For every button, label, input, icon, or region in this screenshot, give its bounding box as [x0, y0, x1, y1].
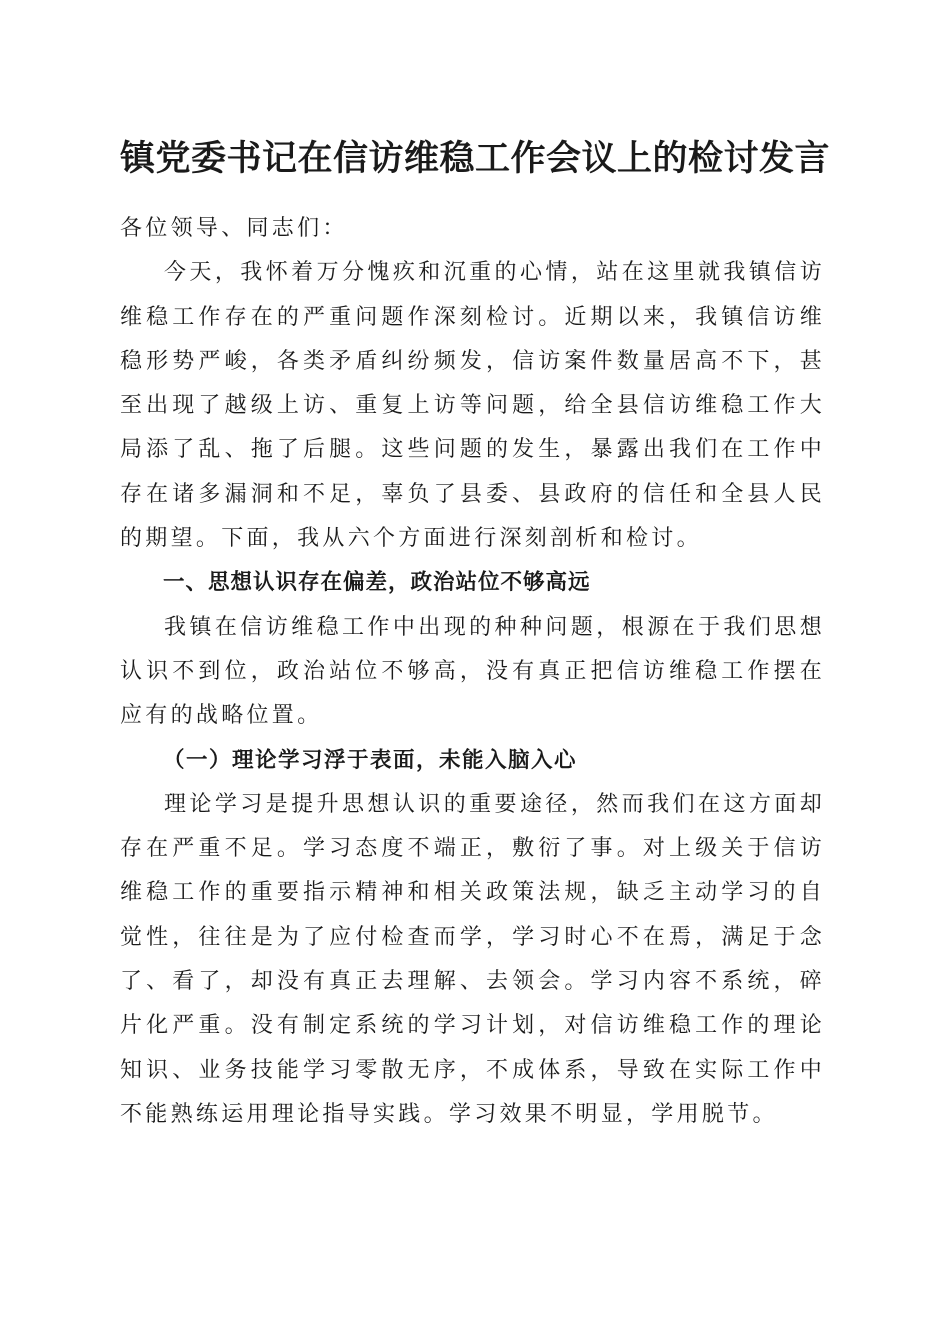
- subsection-heading-1: （一）理论学习浮于表面，未能入脑入心: [163, 747, 578, 773]
- document-title: 镇党委书记在信访维稳工作会议上的检讨发言: [119, 138, 830, 179]
- salutation: 各位领导、同志们：: [120, 216, 348, 241]
- section-heading-1: 一、思想认识存在偏差，政治站位不够高远: [163, 570, 591, 596]
- subsection-paragraph-1: 理论学习是提升思想认识的重要途径，然而我们在这方面却存在严重不足。学习态度不端正，敷衍了事。对上级关于信访维稳工作的重要指示精神和相关政策法规，缺乏主动学习的自觉性，往往是为了应付检查而学，学习时心不在焉，满足于念了、看了，却没有真正去理解、去领会。学习内容不系统，碎片化严重。没有制定系统的学习计划，对信访维稳工作的理论知识、业务技能学习零散无序，不成体系，导致在实际工作中不能熟练运用理论指导实践。学习效果不明显，学用脱节。: [120, 791, 825, 1127]
- document-body: [120, 207, 825, 1137]
- intro-paragraph: 今天，我怀着万分愧疚和沉重的心情，站在这里就我镇信访维稳工作存在的严重问题作深刻检讨。近期以来，我镇信访维稳形势严峻，各类矛盾纠纷频发，信访案件数量居高不下，甚至出现了越级上访、重复上访等问题，给全县信访维稳工作大局添了乱、拖了后腿。这些问题的发生，暴露出我们在工作中存在诸多漏洞和不足，辜负了县委、县政府的信任和全县人民的期望。下面，我从六个方面进行深刻剖析和检讨。: [120, 260, 825, 552]
- section-paragraph-1: 我镇在信访维稳工作中出现的种种问题，根源在于我们思想认识不到位，政治站位不够高，没有真正把信访维稳工作摆在应有的战略位置。: [120, 614, 825, 729]
